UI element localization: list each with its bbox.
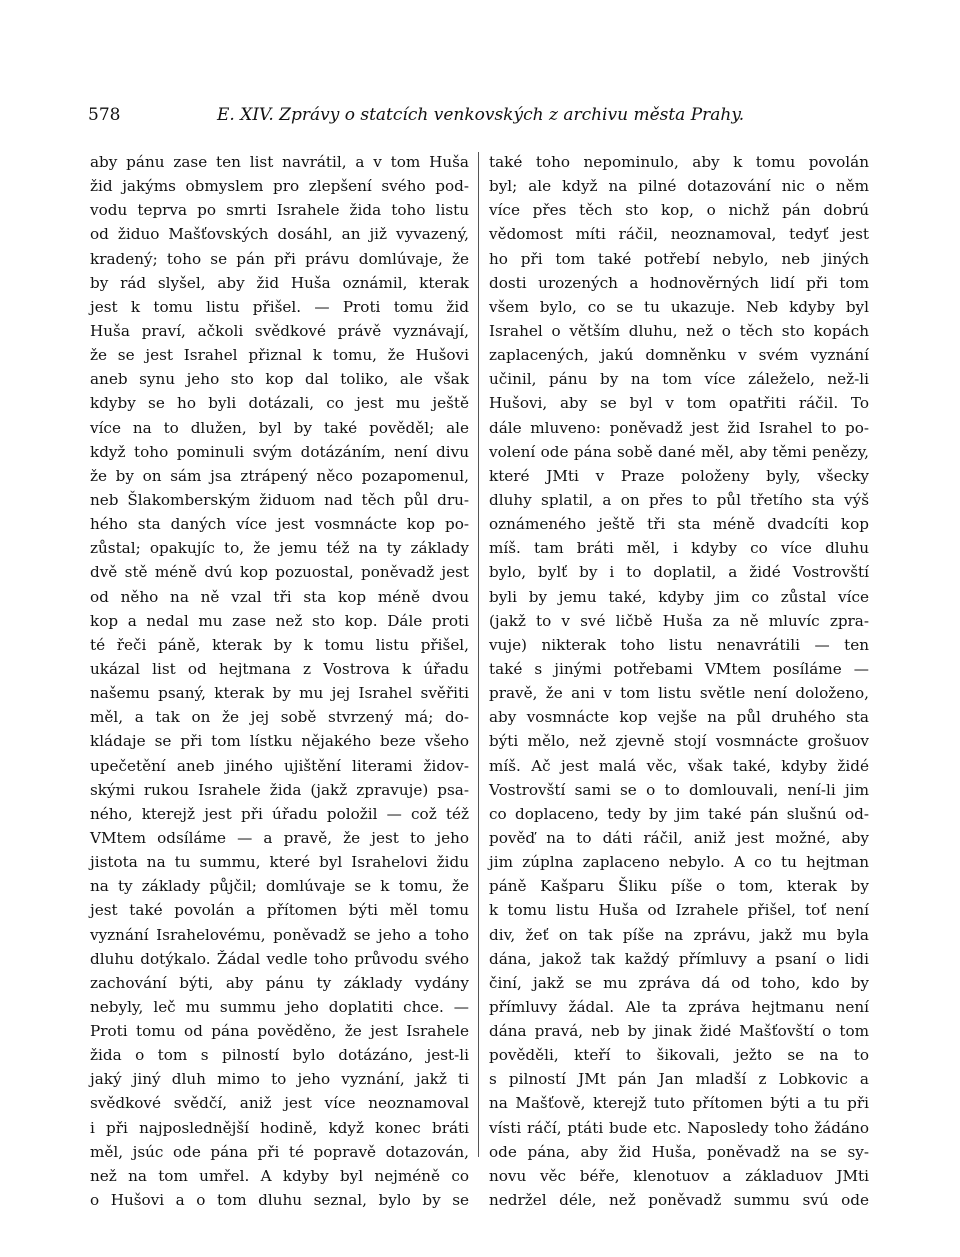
- text-line: více přes těch sto kop, o nichž pán dobrú: [489, 201, 869, 220]
- text-line: pověď na to dáti ráčil, aniž jest možné, aby: [489, 828, 869, 847]
- text-line: Proti tomu od pána pověděno, že jest Israhele: [90, 1022, 469, 1041]
- text-line: dvě stě méně dvú kop pozuostal, poněvadž jest: [90, 563, 469, 582]
- text-line: nebyly, leč mu summu jeho doplatiti chce. —: [90, 997, 469, 1016]
- left-column: [90, 150, 469, 1212]
- text-line: novu věc béře, klenotuov a základuov JMti: [489, 1166, 869, 1185]
- text-line: přímluvy žádal. Ale ta zpráva hejtmanu není: [489, 997, 869, 1016]
- column-divider: [478, 152, 479, 1157]
- text-line: všem bylo, co se tu ukazuje. Neb kdyby byl: [489, 297, 869, 316]
- text-line: dána pravá, neb by jinak židé Mašťovští o tom: [489, 1022, 869, 1041]
- text-line: žida o tom s pilností bylo dotázáno, jest-li: [90, 1046, 469, 1065]
- text-line: dluhy splatil, a on přes to půl třetího sta výš: [489, 490, 869, 509]
- text-line: div, žeť on tak píše na zprávu, jakž mu byla: [489, 925, 869, 944]
- text-line: ukázal list od hejtmana z Vostrova k úřadu: [90, 659, 469, 678]
- running-title: E. XIV. Zprávy o statcích venkovských z archivu města Prahy.: [217, 105, 745, 125]
- text-line: našemu psaný, kterak by mu jej Israhel svěřiti: [90, 684, 469, 703]
- text-line: bylo, bylť by i to doplatil, a židé Vostrovští: [489, 563, 869, 582]
- text-line: té řeči páně, kterak by k tomu listu přišel,: [90, 635, 469, 654]
- text-line: Huša praví, ačkoli svědkové právě vyznávají,: [90, 321, 469, 340]
- text-line: dána, jakož tak každý přímluvy a psaní o lidi: [489, 949, 869, 968]
- text-line: kop a nedal mu zase než sto kop. Dále proti: [90, 611, 469, 630]
- text-line: pravě, že ani v tom listu světle není doloženo,: [489, 684, 869, 703]
- text-line: žid jakýms obmyslem pro zlepšení svého pod-: [90, 177, 469, 196]
- text-line: volení ode pána sobě dané měl, aby těmi penězy,: [489, 442, 869, 461]
- text-line: svědkové svědčí, aniž jest více neoznamoval: [90, 1094, 469, 1113]
- text-line: ode pána, aby žid Huša, poněvadž na se sy-: [489, 1142, 869, 1161]
- text-line: jaký jiný dluh mimo to jeho vyznání, jakž ti: [90, 1070, 469, 1089]
- text-line: více na to dlužen, byl by také pověděl; ale: [90, 418, 469, 437]
- text-line: míš. tam bráti měl, i kdyby co více dluhu: [489, 539, 869, 558]
- text-line: zaplacených, jakú domněnku v svém vyznání: [489, 346, 869, 365]
- text-line: k tomu listu Huša od Izrahele přišel, toť není: [489, 901, 869, 920]
- text-line: činí, jakž se mu zpráva dá od toho, kdo by: [489, 973, 869, 992]
- text-line: dluhu dotýkalo. Žádal vedle toho průvodu svého: [90, 949, 469, 968]
- text-line: zůstal; opakujíc to, že jemu též na ty základy: [90, 539, 469, 558]
- text-line: od něho na ně vzal tři sta kop méně dvou: [90, 587, 469, 606]
- text-line: na Mašťově, kterejž tuto přítomen býti a tu při: [489, 1094, 869, 1113]
- text-line: dále mluveno: poněvadž jest žid Israhel to po-: [489, 418, 869, 437]
- text-line: vodu teprva po smrti Israhele žida toho listu: [90, 201, 469, 220]
- text-line: ného, kterejž jest při úřadu položil — což též: [90, 804, 469, 823]
- text-line: vísti ráčí, ptáti bude etc. Naposledy toho žádáno: [489, 1118, 869, 1137]
- text-line: s pilností JMt pán Jan mladší z Lobkovic a: [489, 1070, 869, 1089]
- text-line: hého sta daných více jest vosmnácte kop po-: [90, 515, 469, 534]
- text-line: od židuo Mašťovských dosáhl, an již vyvazený,: [90, 225, 469, 244]
- page-header: [88, 103, 872, 127]
- text-line: (jakž to v své ličbě Huša za ně mluvíc zpra-: [489, 611, 869, 630]
- text-line: vuje) nikterak toho listu nenavrátili — ten: [489, 635, 869, 654]
- page-number: 578: [88, 105, 121, 125]
- text-line: skými rukou Israhele žida (jakž zpravuje) psa-: [90, 780, 469, 799]
- text-line: míš. Ač jest malá věc, však také, kdyby židé: [489, 756, 869, 775]
- text-line: také s jinými potřebami VMtem posíláme —: [489, 659, 869, 678]
- text-line: Vostrovští sami se o to domlouvali, není-li jim: [489, 780, 869, 799]
- text-line: učinil, pánu by na tom více záleželo, než-li: [489, 370, 869, 389]
- text-line: které JMti v Praze položeny byly, všecky: [489, 466, 869, 485]
- text-line: Israhel o větším dluhu, než o těch sto kopách: [489, 321, 869, 340]
- text-line: měl, jsúc ode pána při té popravě dotazován,: [90, 1142, 469, 1161]
- text-line: že by on sám jsa ztrápený něco pozapomenul,: [90, 466, 469, 485]
- text-line: upečetění aneb jiného ujištění literami židov-: [90, 756, 469, 775]
- text-line: byl; ale když na pilné dotazování nic o něm: [489, 177, 869, 196]
- text-line: páně Kašparu Šliku píše o tom, kterak by: [489, 877, 869, 896]
- text-line: zachování býti, aby pánu ty základy vydány: [90, 973, 469, 992]
- text-line: na ty základy půjčil; domlúvaje se k tomu, že: [90, 877, 469, 896]
- text-line: kládaje se při tom lístku nějakého beze všeho: [90, 732, 469, 751]
- text-line: dosti urozených a hodnověrných lidí při tom: [489, 273, 869, 292]
- right-column: [489, 150, 869, 1212]
- text-line: kradený; toho se pán při právu domlúvaje, že: [90, 249, 469, 268]
- text-line: by rád slyšel, aby žid Huša oznámil, kterak: [90, 273, 469, 292]
- text-line: jest také povolán a přítomen býti měl tomu: [90, 901, 469, 920]
- text-line: nedržel déle, než poněvadž summu svú ode: [489, 1191, 869, 1210]
- text-line: byli by jemu také, kdyby jim co zůstal více: [489, 587, 869, 606]
- text-line: aby vosmnácte kop vejše na půl druhého sta: [489, 708, 869, 727]
- text-line: vědomost míti ráčil, neoznamoval, tedyť jest: [489, 225, 869, 244]
- text-line: Hušovi, aby se byl v tom opatřiti ráčil. To: [489, 394, 869, 413]
- text-line: vyznání Israhelovému, poněvadž se jeho a toho: [90, 925, 469, 944]
- text-line: neb Šlakomberským židuom nad těch půl dru-: [90, 490, 469, 509]
- text-line: býti mělo, než zjevně stojí vosmnácte grošuov: [489, 732, 869, 751]
- text-line: jistota na tu summu, které byl Israhelovi židu: [90, 853, 469, 872]
- text-line: o Hušovi a o tom dluhu seznal, bylo by se: [90, 1191, 469, 1210]
- text-line: když toho pominuli svým dotázáním, není divu: [90, 442, 469, 461]
- text-line: měl, a tak on že jej sobě stvrzený má; do-: [90, 708, 469, 727]
- text-line: co doplaceno, tedy by jim také pán slušnú od-: [489, 804, 869, 823]
- text-line: že se jest Israhel přiznal k tomu, že Hušovi: [90, 346, 469, 365]
- text-line: jim zúplna zaplaceno nebylo. A co tu hejtman: [489, 853, 869, 872]
- text-line: také toho nepominulo, aby k tomu povolán: [489, 153, 869, 171]
- text-line: VMtem odsíláme — a pravě, že jest to jeho: [90, 828, 469, 847]
- text-line: aneb synu jeho sto kop dal toliko, ale však: [90, 370, 469, 389]
- text-line: jest k tomu listu přišel. — Proti tomu žid: [90, 297, 469, 316]
- text-line: pověděli, kteří to šikovali, ježto se na to: [489, 1046, 869, 1065]
- text-line: ho při tom také potřebí nebylo, neb jiných: [489, 249, 869, 268]
- text-line: oznámeného ještě tři sta méně dvadcíti kop: [489, 515, 869, 534]
- text-line: kdyby se ho byli dotázali, co jest mu ještě: [90, 394, 469, 413]
- text-line: aby pánu zase ten list navrátil, a v tom Huša: [90, 153, 469, 171]
- text-line: i při najposlednější hodině, když konec bráti: [90, 1118, 469, 1137]
- text-line: než na tom umřel. A kdyby byl nejméně co: [90, 1166, 469, 1185]
